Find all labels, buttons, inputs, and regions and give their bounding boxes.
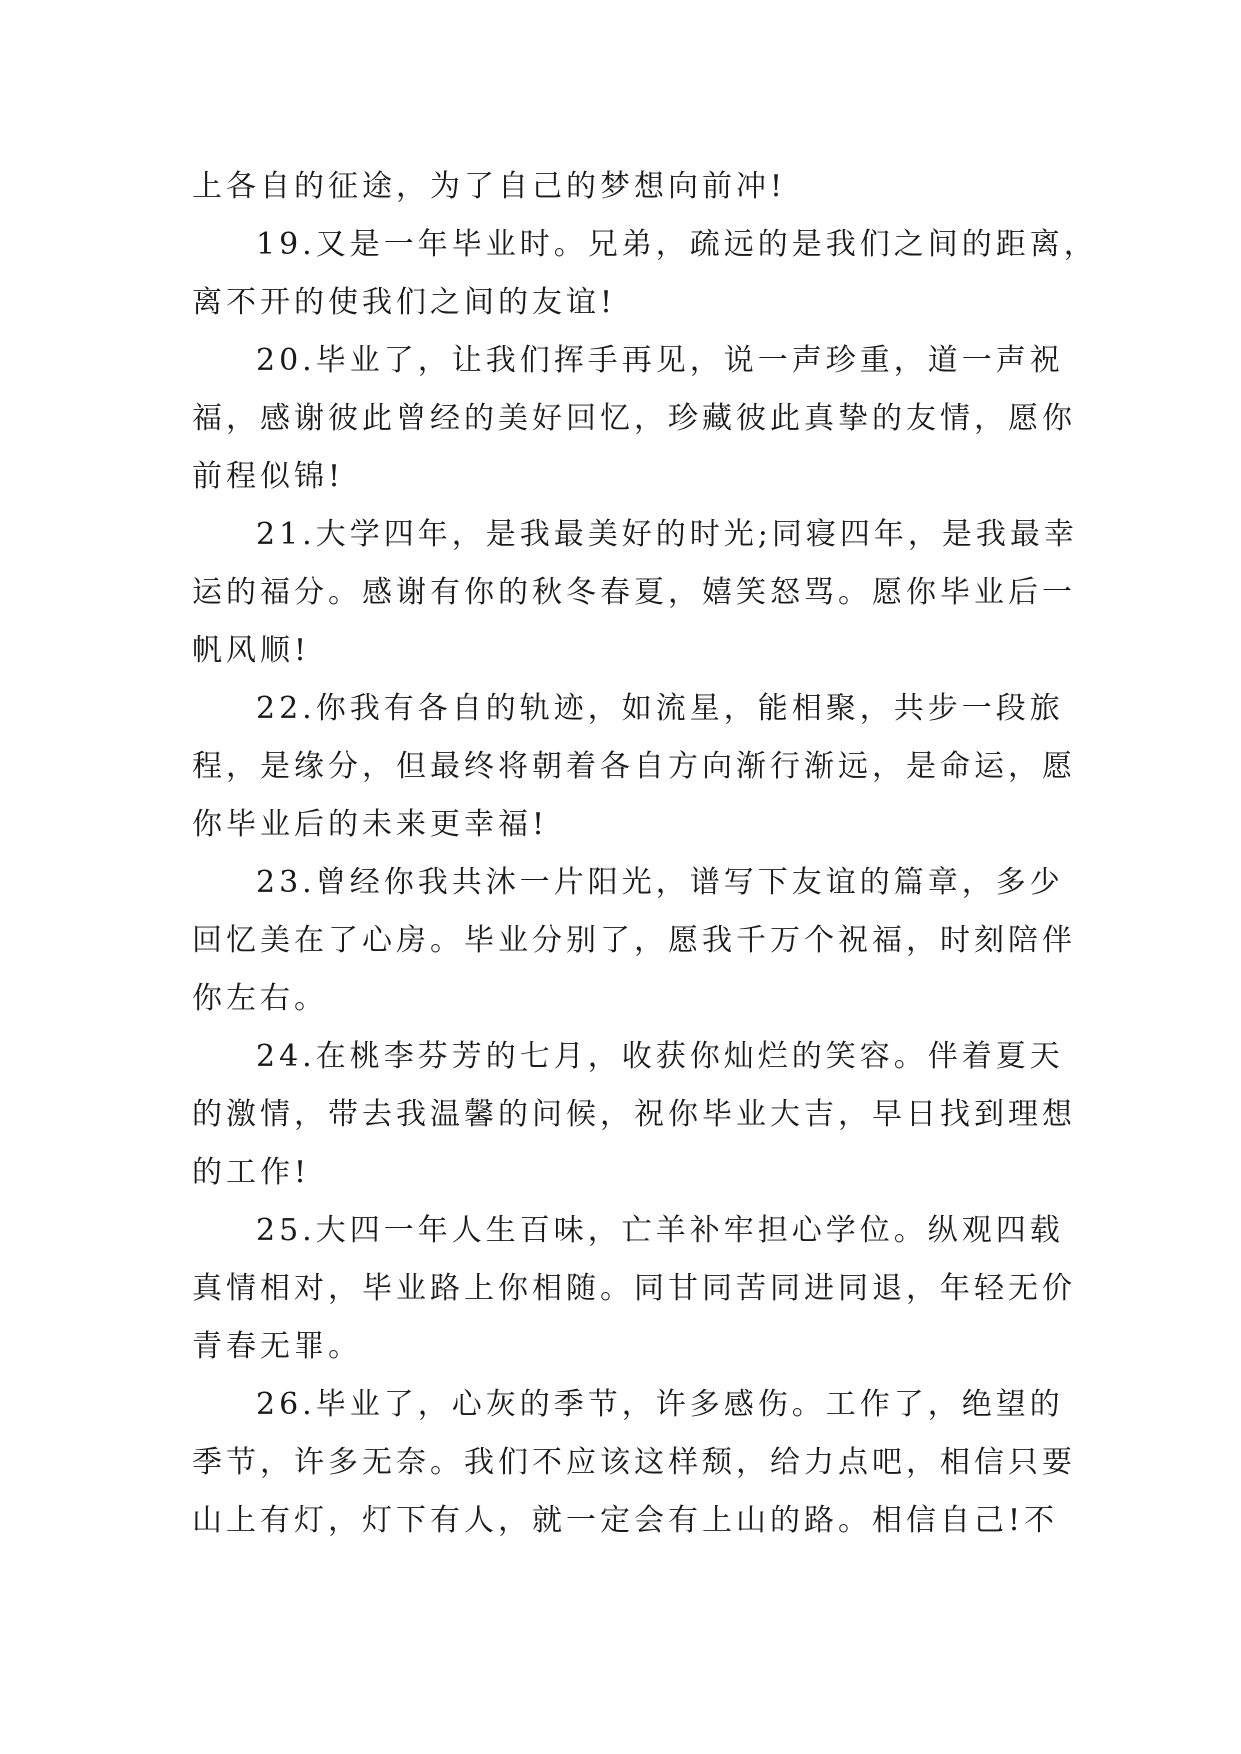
text-line: 你左右。 [192, 981, 328, 1016]
text-line: 回忆美在了心房。毕业分别了，愿我千万个祝福，时刻陪伴 [192, 923, 1076, 958]
text-line: 帆风顺! [192, 633, 311, 668]
text-line: 的激情，带去我温馨的问候，祝你毕业大吉，早日找到理想 [192, 1097, 1076, 1132]
text-line: 的工作! [192, 1155, 311, 1190]
text-line: 24.在桃李芬芳的七月，收获你灿烂的笑容。伴着夏天 [256, 1039, 1064, 1074]
text-line: 23.曾经你我共沐一片阳光，谱写下友谊的篇章，多少 [256, 865, 1064, 900]
paragraph-26 [192, 1376, 1076, 1550]
paragraph-23 [192, 854, 1076, 1028]
text-line: 运的福分。感谢有你的秋冬春夏，嬉笑怒骂。愿你毕业后一 [192, 575, 1076, 610]
text-line: 25.大四一年人生百味，亡羊补牢担心学位。纵观四载 [256, 1213, 1064, 1248]
text-line: 山上有灯，灯下有人，就一定会有上山的路。相信自己!不 [192, 1503, 1059, 1538]
paragraph-continuation [192, 158, 1052, 216]
paragraph-21 [192, 506, 1078, 680]
document-body [192, 158, 1098, 1550]
paragraph-20 [192, 332, 1076, 506]
text-line: 20.毕业了，让我们挥手再见，说一声珍重，道一声祝 [256, 343, 1064, 378]
paragraph-19 [192, 216, 1098, 332]
text-line: 程，是缘分，但最终将朝着各自方向渐行渐远，是命运，愿 [192, 749, 1076, 784]
text-line: 离不开的使我们之间的友谊! [192, 285, 617, 320]
text-line: 21.大学四年，是我最美好的时光;同寝四年，是我最幸 [256, 517, 1078, 552]
paragraph-25 [192, 1202, 1076, 1376]
text-line: 前程似锦! [192, 459, 345, 494]
text-line: 福，感谢彼此曾经的美好回忆，珍藏彼此真挚的友情，愿你 [192, 401, 1076, 436]
text-line: 22.你我有各自的轨迹，如流星，能相聚，共步一段旅 [256, 691, 1064, 726]
text-line: 你毕业后的未来更幸福! [192, 807, 549, 842]
paragraph-24 [192, 1028, 1076, 1202]
paragraph-22 [192, 680, 1076, 854]
text-line: 26.毕业了，心灰的季节，许多感伤。工作了，绝望的 [256, 1387, 1064, 1422]
text-line: 季节，许多无奈。我们不应该这样颓，给力点吧，相信只要 [192, 1445, 1076, 1480]
text-line: 青春无罪。 [192, 1329, 362, 1364]
text-line: 真情相对，毕业路上你相随。同甘同苦同进同退，年轻无价 [192, 1271, 1076, 1306]
text-line: 上各自的征途，为了自己的梦想向前冲! [192, 169, 787, 204]
text-line: 19.又是一年毕业时。兄弟，疏远的是我们之间的距离， [256, 227, 1098, 262]
